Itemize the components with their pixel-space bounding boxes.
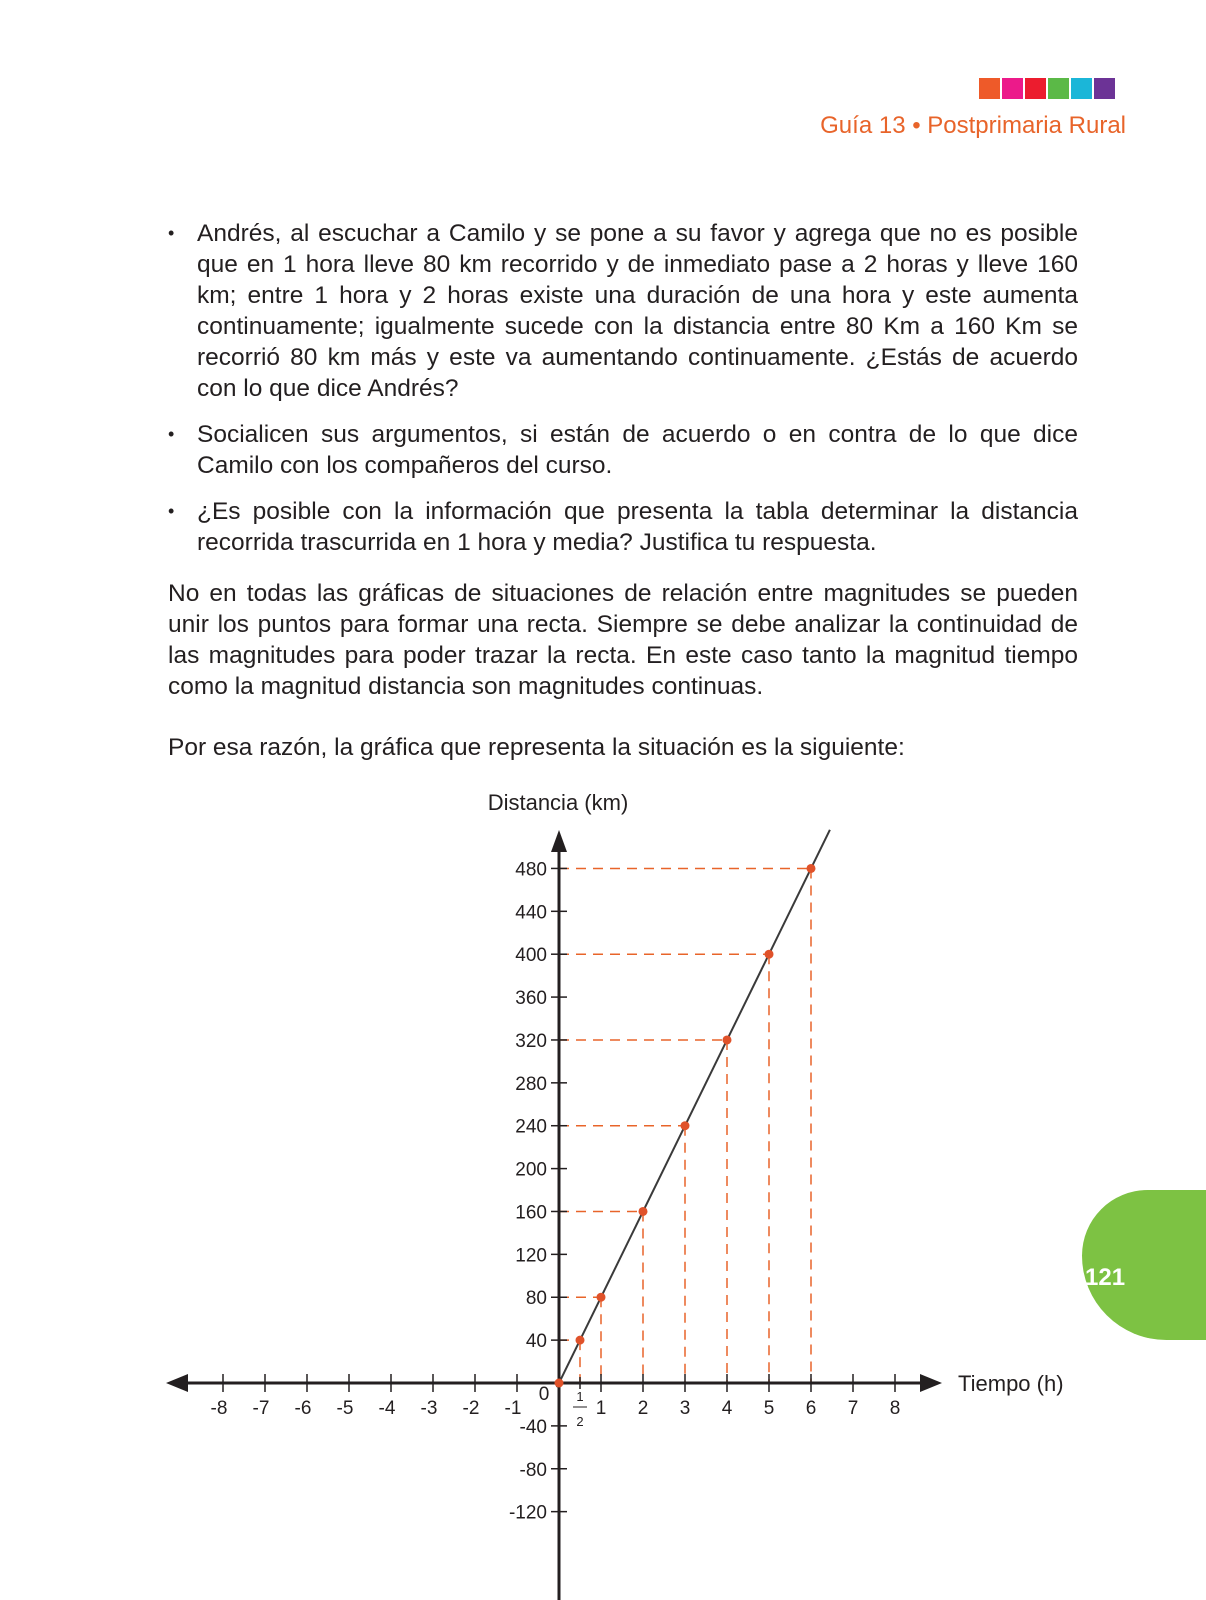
y-tick-label: 400: [515, 945, 547, 967]
ticks: [211, 859, 901, 1523]
x-tick-label: 3: [679, 1398, 691, 1419]
bullet-icon: •: [168, 223, 175, 243]
y-tick-label: -40: [519, 1416, 547, 1438]
half-tick-numerator: 1: [576, 1389, 584, 1404]
bullet-icon: •: [168, 424, 175, 444]
data-point: [765, 950, 774, 959]
distance-line: [557, 830, 830, 1387]
y-tick-label: 240: [515, 1116, 547, 1138]
y-axis-arrow: [551, 830, 567, 852]
list-item-text: Socialicen sus argumentos, si están de acuerdo o en contra de lo que dice Camilo con los compañeros del curso.: [197, 421, 1078, 479]
x-axis-right-arrow: [920, 1374, 942, 1392]
guide-title: Guía 13 • Postprimaria Rural: [820, 112, 1126, 139]
y-tick-label: 320: [515, 1030, 547, 1052]
data-point: [807, 864, 816, 873]
data-point: [639, 1207, 648, 1216]
data-point: [597, 1293, 606, 1302]
x-tick-label: -8: [210, 1398, 228, 1419]
x-tick-label: -7: [252, 1398, 270, 1419]
y-tick-label: 160: [515, 1202, 547, 1224]
half-tick-denominator: 2: [576, 1414, 584, 1429]
x-axis-left-arrow: [166, 1374, 188, 1392]
data-point: [681, 1121, 690, 1130]
data-point: [723, 1035, 732, 1044]
paragraph-intro-chart: Por esa razón, la gráfica que representa la situación es la siguiente:: [168, 734, 905, 761]
list-item-text: ¿Es posible con la información que presenta la tabla determinar la distancia recorrida trascurrida en 1 hora y media? Justifica tu respuesta.: [197, 498, 1078, 556]
bullet-icon: •: [168, 501, 175, 521]
x-tick-label: 5: [763, 1398, 775, 1419]
x-axis-label: Tiempo (h): [958, 1371, 1064, 1396]
x-tick-label: -1: [504, 1398, 522, 1419]
origin-label: 0: [538, 1384, 550, 1405]
x-tick-label: 8: [889, 1398, 901, 1419]
y-tick-label: 440: [515, 902, 547, 924]
y-tick-label: 280: [515, 1073, 547, 1095]
x-tick-label: 2: [637, 1398, 649, 1419]
data-point: [576, 1336, 585, 1345]
y-tick-label: 80: [525, 1288, 547, 1310]
data-point: [555, 1379, 564, 1388]
x-tick-label: -6: [294, 1398, 312, 1419]
y-tick-label: -120: [508, 1502, 547, 1524]
x-tick-label: 1: [595, 1398, 607, 1419]
x-tick-label: 4: [721, 1398, 733, 1419]
x-tick-label: 7: [847, 1398, 859, 1419]
x-tick-label: -3: [420, 1398, 438, 1419]
y-tick-label: 40: [525, 1331, 547, 1353]
x-tick-label: -5: [336, 1398, 354, 1419]
trend-line: [557, 830, 830, 1387]
y-tick-label: 120: [515, 1245, 547, 1267]
y-tick-label: 360: [515, 988, 547, 1010]
y-tick-label: -80: [519, 1459, 547, 1481]
axes: [166, 830, 942, 1600]
x-tick-label: 6: [805, 1398, 817, 1419]
page-number: 121: [1085, 1264, 1126, 1291]
x-tick-label: -4: [378, 1398, 396, 1419]
y-axis-label: Distancia (km): [487, 790, 629, 815]
y-tick-label: 200: [515, 1159, 547, 1181]
list-item-text: Andrés, al escuchar a Camilo y se pone a su favor y agrega que no es posible que en 1 hora lleve 80 km recorrido y de inmediato pase a 2 horas y lleve 160 km; entre 1 hora y 2 horas existe una duración de una hora y este aumenta continuamente; igualmente sucede con la distancia entre 80 Km a 160 Km se recorrió 80 km más y este va aumentando continuamente. ¿Estás de acuerdo con lo que dice Andrés?: [197, 220, 1078, 402]
paragraph-continuity: No en todas las gráficas de situaciones de relación entre magnitudes se pueden unir los puntos para formar una recta. Siempre se debe analizar la continuidad de las magnitudes para poder trazar la recta. En este caso tanto la magnitud tiempo como la magnitud distancia son magnitudes continuas.: [168, 580, 1078, 700]
y-tick-label: 480: [515, 859, 547, 881]
x-tick-label: -2: [462, 1398, 480, 1419]
